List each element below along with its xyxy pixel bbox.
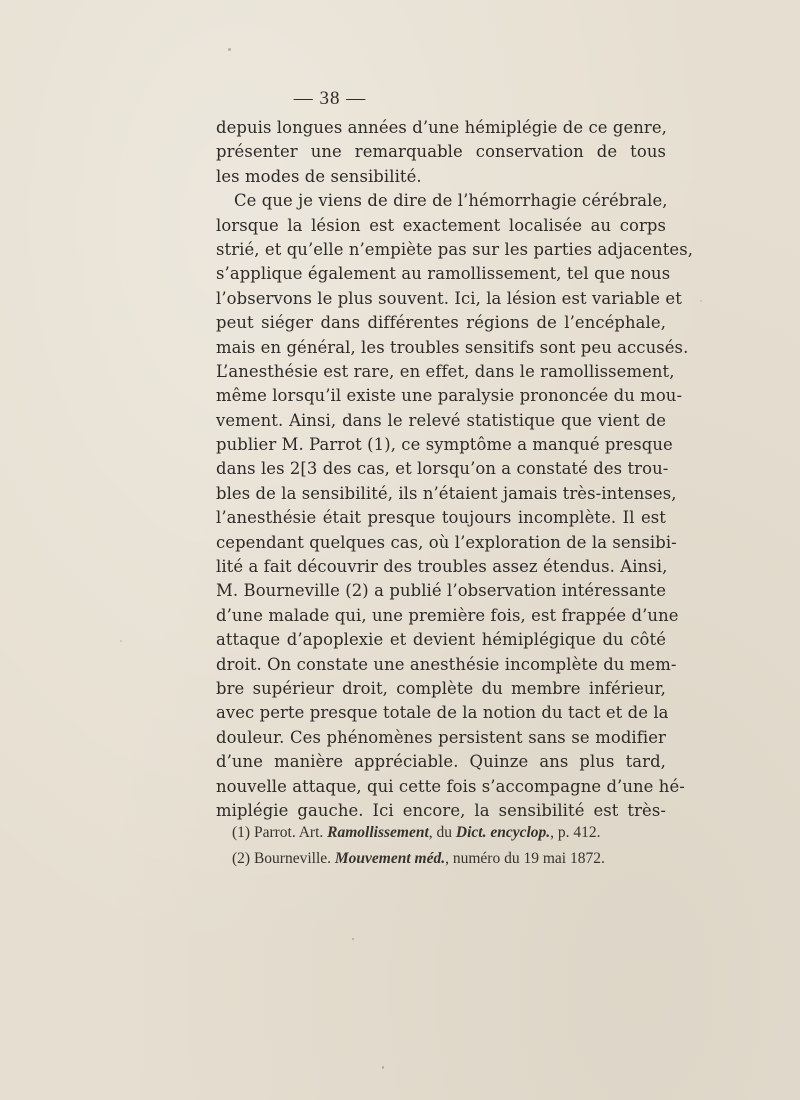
text-line: peut siéger dans différentes régions de l’encéphale,: [216, 313, 666, 333]
text-line: lité a fait découvrir des troubles assez étendus. Ainsi,: [216, 557, 668, 577]
text-line: publier M. Parrot (1), ce symptôme a manqué presque: [216, 435, 673, 455]
text-line: mais en général, les troubles sensitifs sont peu accusés.: [216, 337, 689, 357]
text-line: bles de la sensibilité, ils n’étaient jamais très-intenses,: [216, 483, 677, 503]
text-line: nouvelle attaque, qui cette fois s’accompagne d’une hé-: [216, 776, 685, 796]
text-line: avec perte presque totale de la notion du tact et de la: [216, 703, 669, 723]
paper-speck: [120, 640, 122, 642]
text-line: droit. On constate une anesthésie incomplète du mem-: [216, 654, 677, 674]
footnote-italic: Dict. encyclop.: [455, 824, 551, 841]
text-line: présenter une remarquable conservation de tous: [216, 142, 666, 162]
text-line: vement. Ainsi, dans le relevé statistique que vient de: [216, 410, 666, 430]
text-line: attaque d’apoplexie et devient hémiplégique du côté: [216, 630, 666, 650]
paper-speck: [228, 48, 231, 51]
text-line: Ce que je viens de dire de l’hémorrhagie cérébrale,: [234, 191, 668, 211]
paper-speck: [352, 938, 354, 940]
paper-speck: [382, 1066, 384, 1069]
footnote-text: , du: [428, 824, 456, 841]
text-line: dans les 2[3 des cas, et lorsqu’on a constaté des trou-: [216, 459, 669, 479]
text-line: d’une manière appréciable. Quinze ans plus tard,: [216, 752, 666, 772]
text-line: cependant quelques cas, où l’exploration de la sensibi-: [216, 532, 677, 552]
footnote-text: , numéro du 19 mai 1872.: [445, 850, 605, 867]
text-line: miplégie gauche. Ici encore, la sensibilité est très-: [216, 800, 666, 820]
text-line: lorsque la lésion est exactement localisée au corps: [216, 215, 666, 235]
page-number: — 38 —: [293, 88, 367, 109]
body-text: [216, 116, 694, 823]
text-line: depuis longues années d’une hémiplégie de ce genre,: [216, 118, 667, 137]
text-line: l’anesthésie était presque toujours incomplète. Il est: [216, 508, 666, 528]
footnote-marker: (2): [232, 850, 251, 867]
text-line: M. Bourneville (2) a publié l’observation intéressante: [216, 581, 666, 601]
footnote-1: [232, 820, 672, 846]
text-line: bre supérieur droit, complète du membre inférieur,: [216, 678, 666, 698]
text-line: les modes de sensibilité.: [216, 166, 422, 186]
footnote-2: [232, 846, 672, 872]
footnote-marker: (1): [232, 824, 251, 841]
footnote-text: , p. 412.: [550, 824, 601, 841]
text-line: même lorsqu’il existe une paralysie prononcée du mou-: [216, 386, 683, 406]
text-line: douleur. Ces phénomènes persistent sans se modifier: [216, 727, 666, 747]
footnote-italic: Ramollissement: [327, 824, 429, 841]
footnotes: [232, 820, 672, 872]
paper-speck: [700, 300, 702, 302]
text-line: strié, et qu’elle n’empiète pas sur les parties adjacentes,: [216, 239, 694, 259]
text-line: l’observons le plus souvent. Ici, la lésion est variable et: [216, 288, 682, 308]
footnote-text: Bourneville.: [250, 850, 335, 867]
text-line: s’applique également au ramollissement, tel que nous: [216, 264, 671, 284]
text-line: d’une malade qui, une première fois, est frappée d’une: [216, 605, 679, 625]
footnote-text: Parrot. Art.: [250, 824, 328, 841]
footnote-italic: Mouvement méd.: [334, 850, 446, 867]
text-line: L’anesthésie est rare, en effet, dans le ramollissement,: [216, 361, 675, 381]
